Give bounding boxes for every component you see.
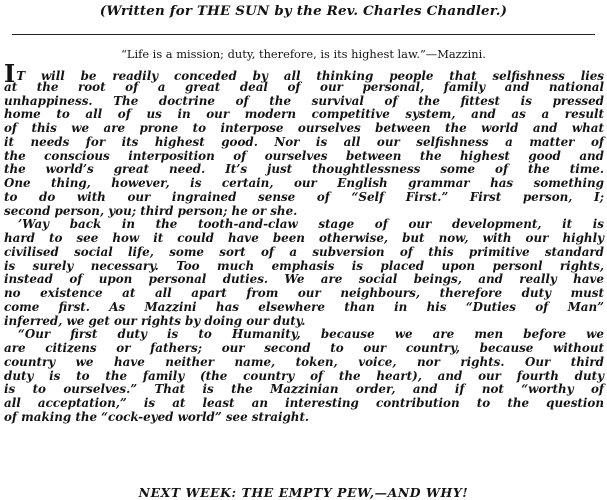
- article-line: no existence at all apart from our neighbours, therefore duty must: [4, 286, 604, 300]
- article-line: of making the “cock-eyed world” see straight.: [4, 409, 310, 424]
- drop-cap: I: [4, 59, 16, 88]
- article-line: instead of upon personal duties. We are social beings, and really have: [4, 272, 604, 287]
- article-line: ’Way back in the tooth-and-claw stage of our development, it is: [18, 217, 604, 232]
- article-line: of this we are prone to interpose ourselves between the world and what: [4, 121, 604, 135]
- article-line: second person, you; third person; he or she.: [4, 203, 298, 218]
- article-line: “Our first duty is to Humanity, because we are men before we: [18, 327, 604, 342]
- article-line: country we have neither name, token, voice, nor rights. Our third: [4, 354, 604, 369]
- article-line: unhappiness. The doctrine of the survival of the fittest is pressed: [4, 93, 604, 108]
- article-line: come first. As Mazzini has elsewhere than in his “Duties of Man”: [4, 299, 604, 314]
- article-line: to do with our ingrained sense of “Self First.” First person, I;: [4, 189, 604, 204]
- article-line: inferred, we get our rights by doing our duty.: [4, 313, 306, 328]
- article-line: at the root of a great deal of our personal, family and national: [4, 79, 604, 94]
- article-line: the conscious interposition of ourselves between the highest good and: [4, 148, 604, 163]
- article-line: duty is to the family (the country of the heart), and our fourth duty: [4, 368, 604, 383]
- article-line: the world’s great need. It’s just thoughtlessness some of the time.: [4, 162, 604, 177]
- next-week-footer: NEXT WEEK: THE EMPTY PEW,—AND WHY!: [138, 485, 469, 500]
- article-body: [4, 59, 604, 425]
- article-line: is surely necessary. Too much emphasis is placed upon personl rights,: [4, 258, 604, 273]
- article-line: hard to see how it could have been otherwise, but now, with our highly: [4, 231, 604, 245]
- article-line: is to ourselves.” That is the Mazzinian order, and if not “worthy of: [4, 382, 604, 397]
- article-line: all acceptation,” is at least an interesting contribution to the question: [4, 396, 604, 410]
- article-line: home to all of us in our modern competitive system, and as a result: [4, 107, 604, 122]
- epigraph-quote: “Life is a mission; duty, therefore, is its highest law.”—Mazzini.: [121, 47, 486, 61]
- article-line: One thing, however, is certain, our English grammar has something: [4, 176, 604, 190]
- article-line: are citizens or fathers; our second to our country, because without: [4, 341, 604, 355]
- byline: (Written for THE SUN by the Rev. Charles Chandler.): [99, 3, 508, 19]
- divider-rule: [12, 34, 595, 35]
- article-line: it needs for its highest good. Nor is all our selfishness a matter of: [4, 134, 604, 149]
- article-line-text: T will be readily conceded by all thinking people that selfishness lies: [16, 69, 604, 83]
- article-line: civilised social life, some sort of a subversion of this primitive standard: [4, 244, 604, 259]
